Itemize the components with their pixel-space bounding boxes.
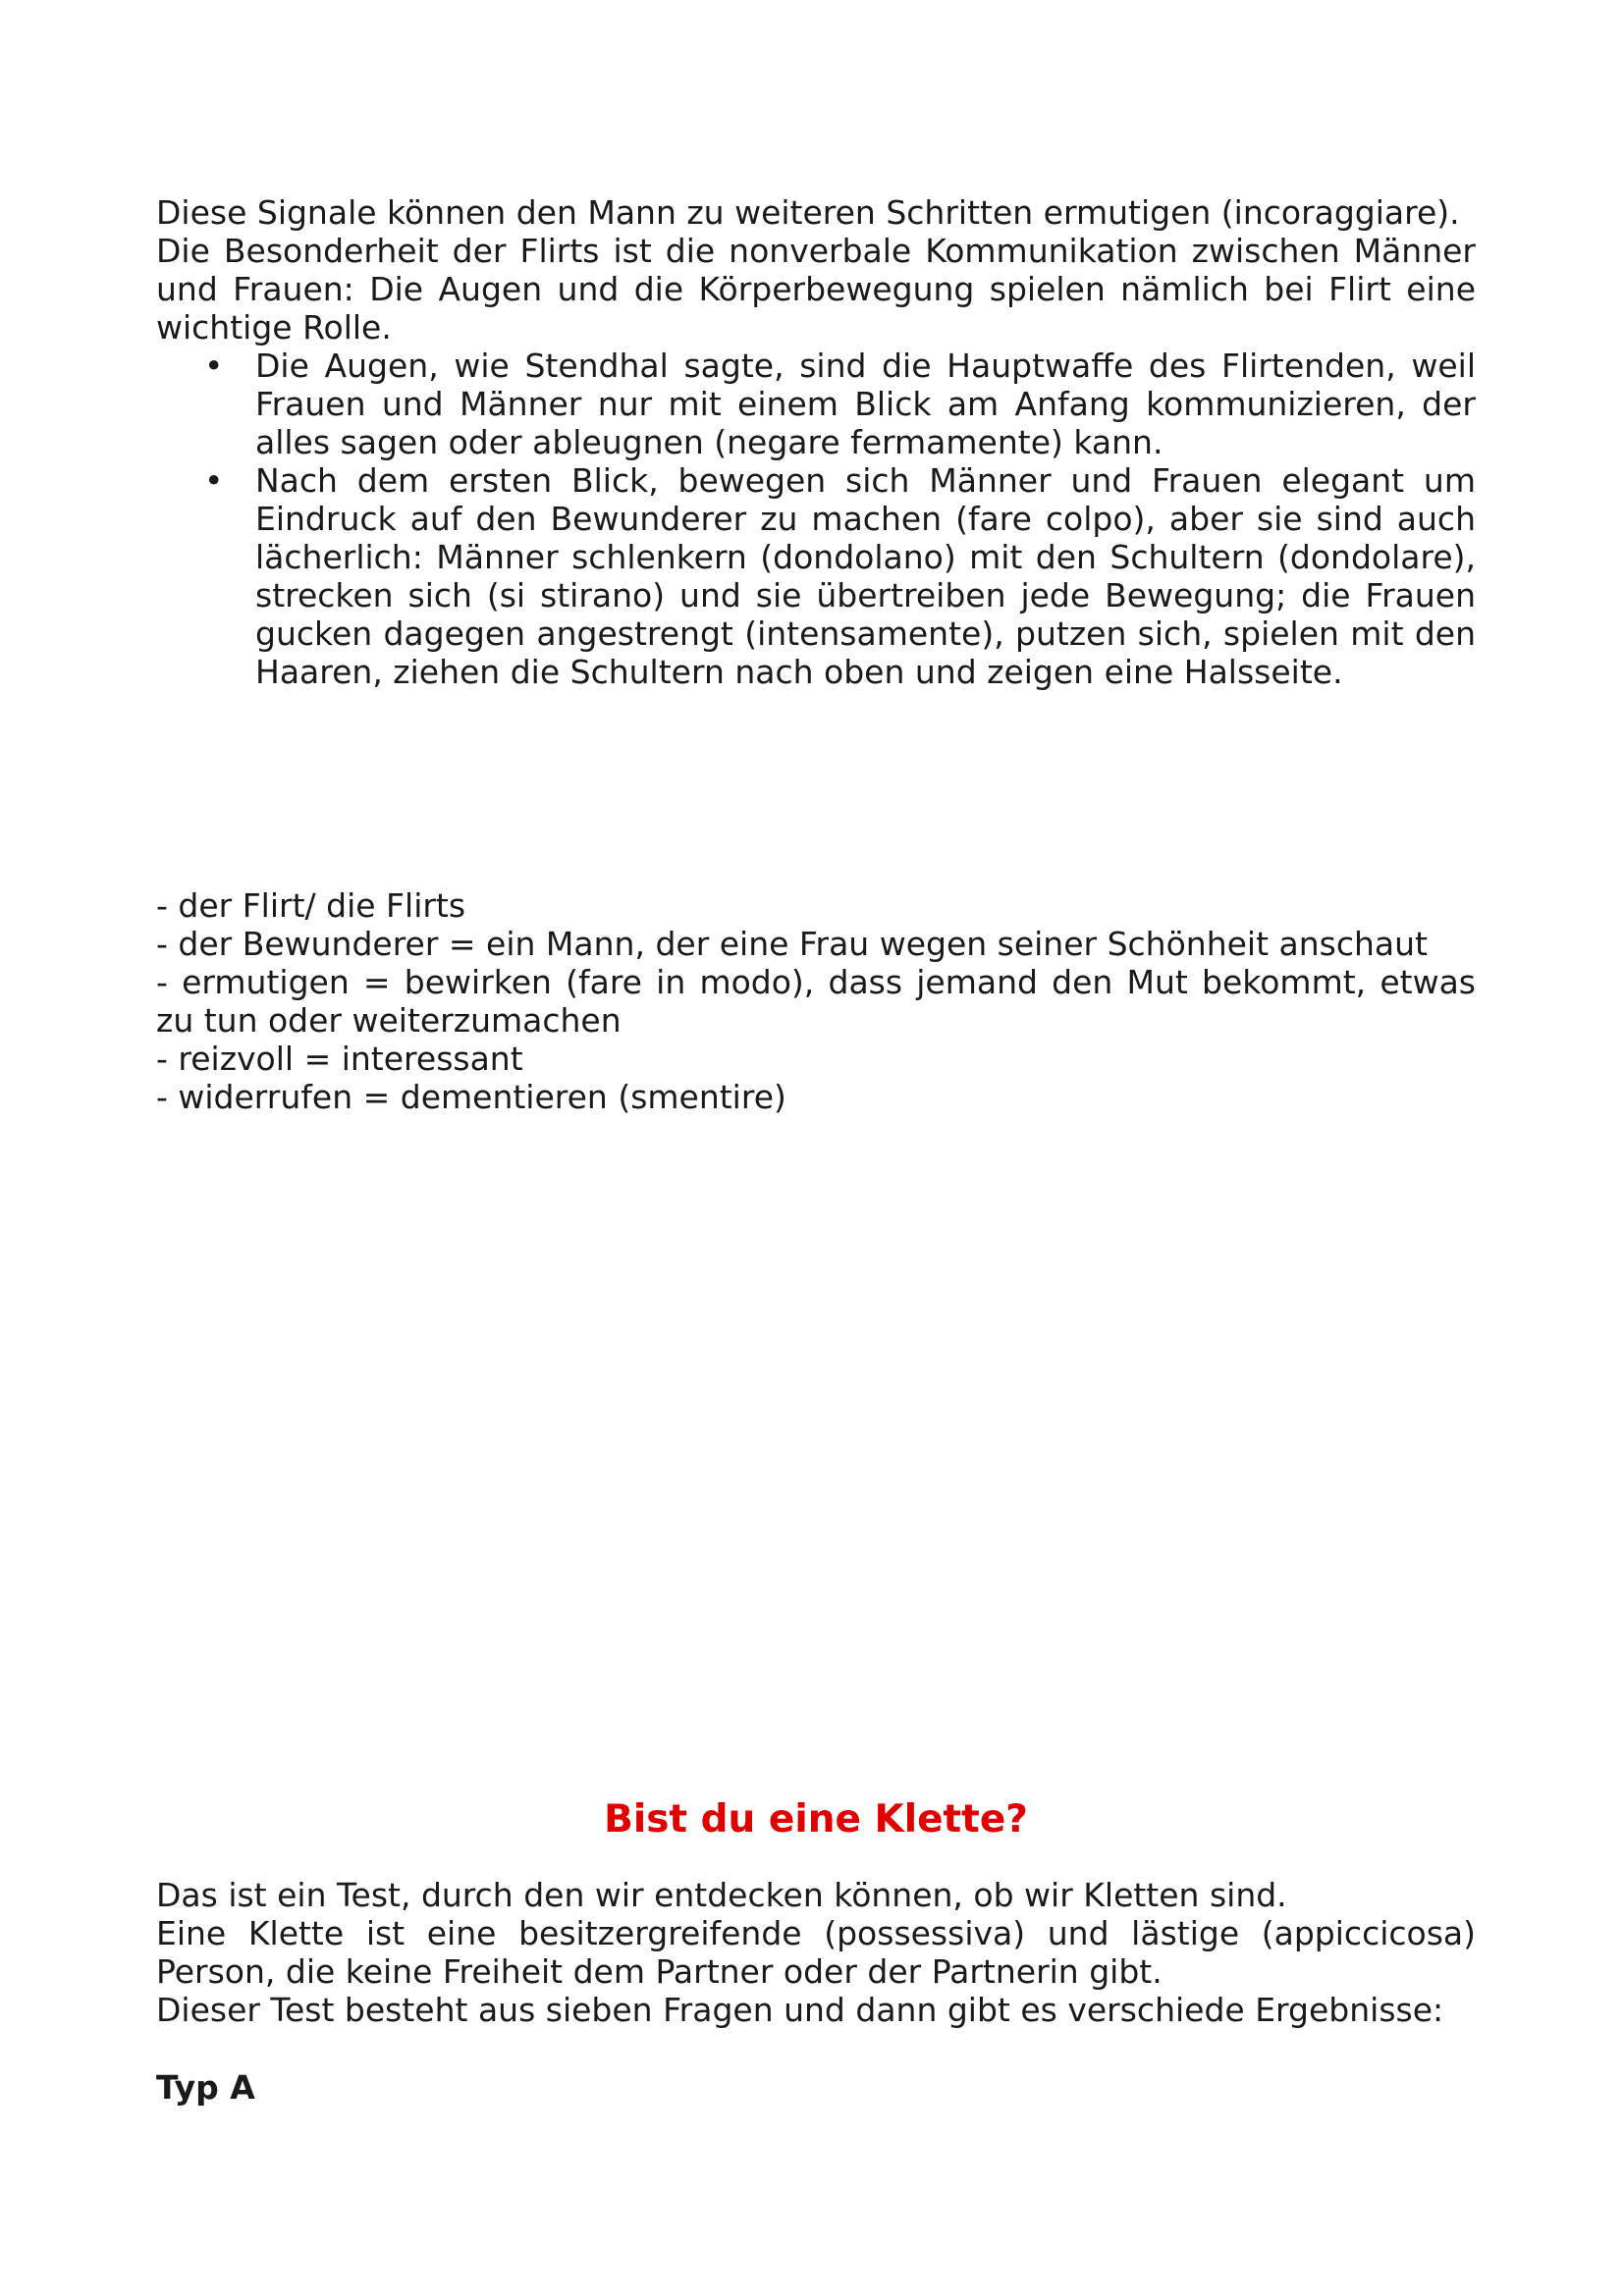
vocabulary-item: - der Flirt/ die Flirts (156, 886, 466, 925)
paragraph-signals: Diese Signale können den Mann zu weiteren Schritten ermutigen (incoraggiare). (156, 193, 1460, 232)
bullet-icon: • (204, 347, 224, 385)
vocabulary-item: - reizvoll = interessant (156, 1040, 523, 1078)
vocabulary-item: - der Bewunderer = ein Mann, der eine Frau wegen seiner Schönheit anschaut (156, 925, 1428, 963)
paragraph-nonverbal: Die Besonderheit der Flirts ist die nonverbale Kommunikation zwischen Männer und Frauen: Die Augen und die Körperbewegung spielen nämlich bei Flirt eine wichtige Rolle. (156, 232, 1476, 347)
paragraph-test-structure: Dieser Test besteht aus sieben Fragen und dann gibt es verschiede Ergebnisse: (156, 1991, 1444, 2029)
vocabulary-item: - widerrufen = dementieren (smentire) (156, 1078, 786, 1116)
list-item-text: Die Augen, wie Stendhal sagte, sind die Hauptwaffe des Flirtenden, weil Frauen und Männer nur mit einem Blick am Anfang kommunizieren, der alles sagen oder ableugnen (negare fermamente) kann. (255, 347, 1476, 461)
type-a-block (156, 2068, 1476, 2107)
list-item (156, 461, 1476, 691)
vocabulary-item: - ermutigen = bewirken (fare in modo), dass jemand den Mut bekommt, etwas zu tun oder weiterzumachen (156, 963, 1476, 1040)
list-item-text: Nach dem ersten Blick, bewegen sich Männer und Frauen elegant um Eindruck auf den Bewunderer zu machen (fare colpo), aber sie sind auch lächerlich: Männer schlenkern (dondolano) mit den Schultern (dondolare), strecken sich (si stirano) und sie übertreiben jede Bewegung; die Frauen gucken dagegen angestrengt (intensamente), putzen sich, spielen mit den Haaren, ziehen die Schultern nach oben und zeigen eine Halsseite. (255, 461, 1476, 691)
type-a-heading: Typ A (156, 2068, 255, 2107)
list-item (156, 347, 1476, 461)
paragraph-klette-definition: Eine Klette ist eine besitzergreifende (possessiva) und lästige (appiccicosa) Person, die keine Freiheit dem Partner oder der Partnerin gibt. (156, 1914, 1476, 1991)
section-heading: Bist du eine Klette? (604, 1797, 1028, 1842)
flirt-section (156, 193, 1476, 691)
vocabulary-list (156, 886, 1476, 1116)
klette-section (156, 1797, 1476, 1842)
bullet-icon: • (204, 461, 224, 500)
bullet-list (156, 347, 1476, 691)
klette-intro (156, 1876, 1476, 2029)
paragraph-test-intro: Das ist ein Test, durch den wir entdecken können, ob wir Kletten sind. (156, 1876, 1287, 1914)
